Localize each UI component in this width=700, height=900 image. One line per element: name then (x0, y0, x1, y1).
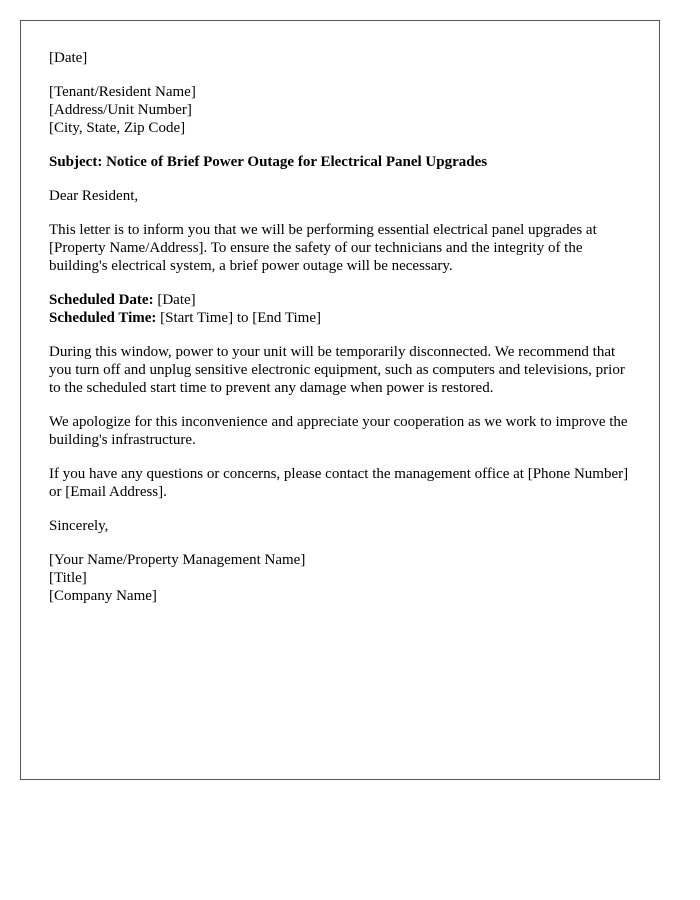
intro-paragraph: This letter is to inform you that we will be performing essential electrical panel upgrades at [Property Name/Address]. To ensure the safety of our technicians and the integrity of the building's electrical system, a brief power outage will be necessary. (49, 222, 597, 274)
signature-title: [Title] (49, 570, 87, 586)
schedule-time-value: [Start Time] to [End Time] (156, 310, 321, 326)
recipient-name: [Tenant/Resident Name] (49, 84, 196, 100)
contact-paragraph: If you have any questions or concerns, please contact the management office at [Phone Number] or [Email Address]. (49, 466, 629, 500)
signature-company: [Company Name] (49, 588, 157, 604)
window-notice-paragraph: During this window, power to your unit will be temporarily disconnected. We recommend that you turn off and unplug sensitive electronic equipment, such as computers and televisions, prior to the scheduled start time to prevent any damage when power is restored. (49, 344, 625, 396)
schedule-date-line (49, 291, 631, 309)
signature-name: [Your Name/Property Management Name] (49, 552, 306, 568)
recipient-city: [City, State, Zip Code] (49, 120, 186, 136)
signature-block (49, 551, 631, 605)
apology-paragraph: We apologize for this inconvenience and appreciate your cooperation as we work to improve the building's infrastructure. (49, 414, 628, 448)
recipient-address: [Address/Unit Number] (49, 102, 192, 118)
letter-subject: Subject: Notice of Brief Power Outage for Electrical Panel Upgrades (49, 154, 488, 170)
letter-page (20, 20, 660, 780)
recipient-block (49, 83, 631, 137)
schedule-date-label: Scheduled Date: (49, 292, 154, 308)
schedule-date-value: [Date] (153, 292, 196, 308)
schedule-time-line (49, 309, 631, 327)
closing: Sincerely, (49, 518, 109, 534)
schedule-block (49, 291, 631, 327)
salutation: Dear Resident, (49, 188, 139, 204)
letter-date: [Date] (49, 50, 88, 66)
schedule-time-label: Scheduled Time: (49, 310, 157, 326)
